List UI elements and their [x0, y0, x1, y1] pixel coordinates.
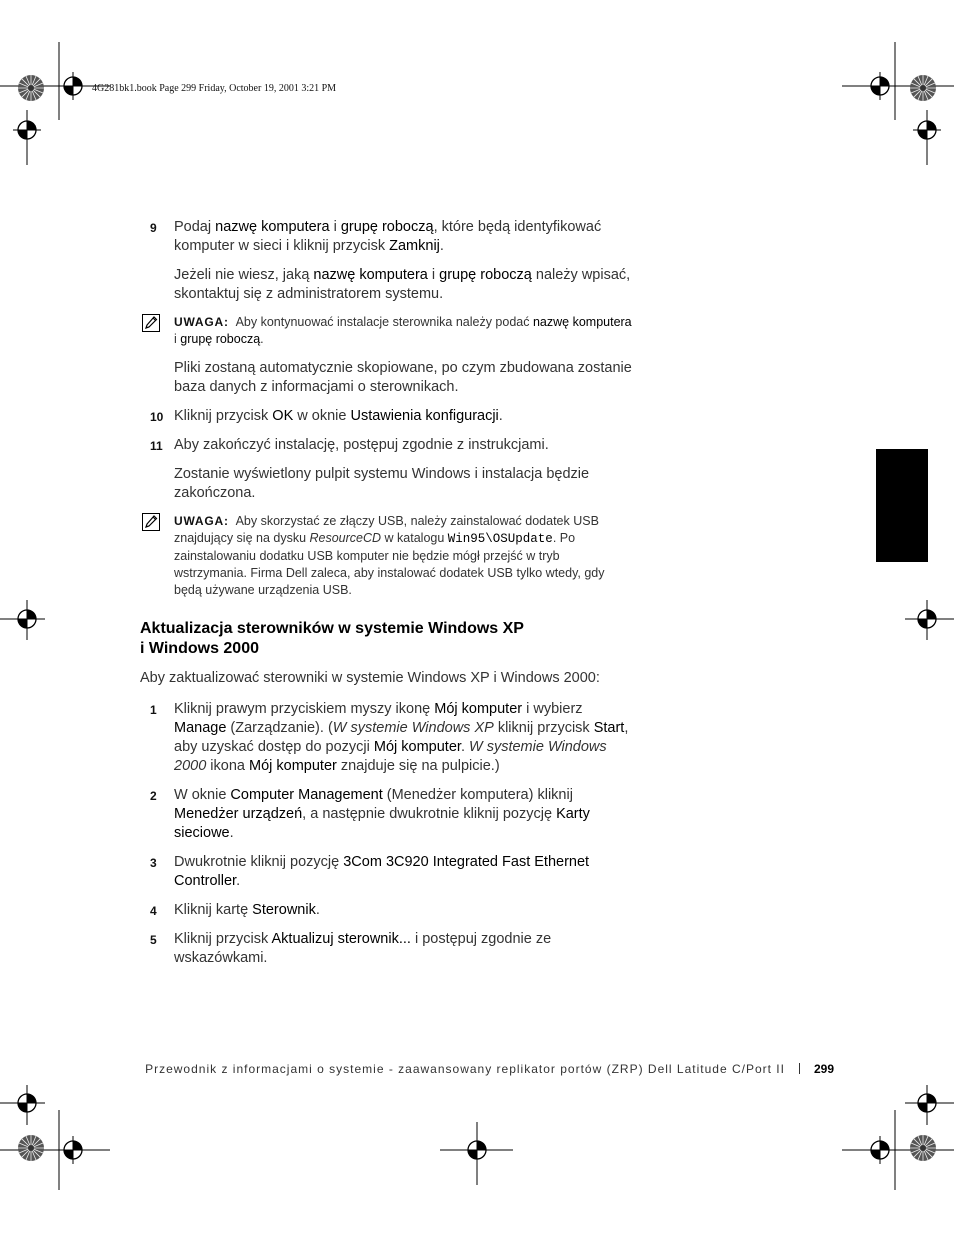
step-number: 2 — [150, 789, 157, 803]
text: i — [329, 219, 341, 235]
term: Computer Management — [230, 787, 383, 803]
text: , aby uzyskać dostęp do pozycji — [174, 720, 629, 755]
note-pencil-icon — [142, 314, 160, 332]
note-1 — [140, 314, 635, 348]
text: . Po zainstalowaniu dodatku USB komputer nie będzie mógł przejść w tryb wstrzymania. Firma Dell zaleca, aby instalować dodatek USB tylko wtedy, gdy będą używane urządzenia USB. — [174, 531, 605, 597]
step-number: 4 — [150, 904, 157, 918]
text: (Menedżer komputera) kliknij — [382, 787, 573, 803]
text: W oknie — [174, 787, 231, 803]
section-heading — [140, 619, 635, 659]
text: i — [174, 332, 181, 346]
term: grupę roboczą — [340, 219, 434, 235]
term-italic: W systemie Windows 2000 — [174, 739, 607, 774]
term-italic: W systemie Windows XP — [332, 720, 494, 736]
term: Start — [593, 720, 625, 736]
text: . — [439, 238, 444, 254]
term: Mój komputer — [373, 739, 461, 755]
page-number: 299 — [813, 1062, 834, 1076]
path: Win95\OSUpdate — [447, 532, 553, 546]
text: Jeżeli nie wiesz, jaką — [174, 267, 314, 283]
text: Podaj — [174, 219, 216, 235]
text: Aby skorzystać ze złączy USB, należy zainstalować dodatek USB znajdujący się na dysku — [174, 514, 599, 545]
step-4 — [140, 901, 635, 920]
text: kliknij przycisk — [493, 720, 594, 736]
step-11 — [140, 436, 635, 455]
text: i — [427, 267, 440, 283]
term: Menedżer urządzeń — [174, 806, 303, 822]
text: , a następnie dwukrotnie kliknij pozycję — [302, 806, 557, 822]
text: (Zarządzanie). ( — [226, 720, 333, 736]
step-2 — [140, 786, 635, 843]
step-9 — [140, 218, 635, 256]
term: Sterownik — [252, 902, 316, 918]
term: grupę roboczą — [180, 332, 261, 346]
term-italic: ResourceCD — [309, 531, 382, 545]
page-content — [140, 218, 635, 978]
term: nazwę komputera — [215, 219, 330, 235]
heading-line: i Windows 2000 — [140, 640, 259, 657]
note-2 — [140, 513, 635, 599]
text: . — [315, 902, 320, 918]
text: w oknie — [293, 408, 351, 424]
text: . — [460, 739, 469, 755]
text: i postępuj zgodnie ze wskazówkami. — [174, 931, 552, 966]
text: Dwukrotnie kliknij pozycję — [174, 854, 344, 870]
heading-line: Aktualizacja sterowników w systemie Windows XP — [140, 620, 524, 637]
term: 3Com 3C920 Integrated Fast Ethernet Controller — [174, 854, 590, 889]
text: w katalogu — [381, 531, 448, 545]
text: Kliknij przycisk — [174, 931, 272, 947]
step-10 — [140, 407, 635, 426]
text: Kliknij przycisk — [174, 408, 273, 424]
term: Mój komputer — [249, 758, 337, 774]
step-number: 10 — [150, 410, 164, 424]
text: . — [498, 408, 503, 424]
text: Aby kontynuować instalacje sterownika należy podać — [232, 315, 533, 329]
footer-separator — [799, 1063, 800, 1074]
step-1 — [140, 700, 635, 776]
note-pencil-icon — [142, 513, 160, 531]
step-number: 5 — [150, 933, 157, 947]
term: Manage — [174, 720, 227, 736]
step-3 — [140, 853, 635, 891]
step-5 — [140, 930, 635, 968]
step-number: 1 — [150, 703, 157, 717]
term: Zamknij — [389, 238, 440, 254]
footer-title: Przewodnik z informacjami o systemie - zaawansowany replikator portów (ZRP) Dell Latitude C/Port II — [145, 1062, 785, 1076]
step-number: 9 — [150, 221, 157, 235]
note-label: UWAGA: — [174, 315, 229, 329]
text: . — [260, 332, 264, 346]
term: Ustawienia konfiguracji — [350, 408, 499, 424]
term: nazwę komputera — [313, 267, 428, 283]
text: należy wpisać, skontaktuj się z administratorem systemu. — [174, 267, 631, 302]
paragraph: Zostanie wyświetlony pulpit systemu Windows i instalacja będzie zakończona. — [174, 466, 590, 501]
text: . — [236, 873, 241, 889]
term: nazwę komputera — [532, 315, 632, 329]
paragraph: Pliki zostaną automatycznie skopiowane, po czym zbudowana zostanie baza danych z informacjami o sterownikach. — [174, 360, 632, 395]
term: grupę roboczą — [439, 267, 532, 283]
term: Karty sieciowe — [174, 806, 590, 841]
term: Mój komputer — [434, 701, 523, 717]
text: Kliknij prawym przyciskiem myszy ikonę — [174, 701, 435, 717]
text: ikona — [206, 758, 249, 774]
note-label: UWAGA: — [174, 514, 229, 528]
text: Kliknij kartę — [174, 902, 253, 918]
step-number: 11 — [150, 439, 163, 453]
text: . — [229, 825, 234, 841]
term: Aktualizuj sterownik... — [271, 931, 411, 947]
text: Aby zakończyć instalację, postępuj zgodnie z instrukcjami. — [174, 437, 549, 453]
thumb-tab — [876, 449, 928, 562]
section-intro: Aby zaktualizować sterowniki w systemie Windows XP i Windows 2000: — [140, 670, 600, 686]
term: OK — [272, 408, 294, 424]
step-number: 3 — [150, 856, 157, 870]
print-header: 4G281bk1.book Page 299 Friday, October 19, 2001 3:21 PM — [92, 83, 337, 94]
page-footer — [145, 1062, 834, 1076]
text: i wybierz — [522, 701, 583, 717]
paragraph — [140, 266, 635, 304]
text: , które będą identyfikować komputer w sieci i kliknij przycisk — [174, 219, 602, 254]
text: znajduje się na pulpicie.) — [336, 758, 500, 774]
